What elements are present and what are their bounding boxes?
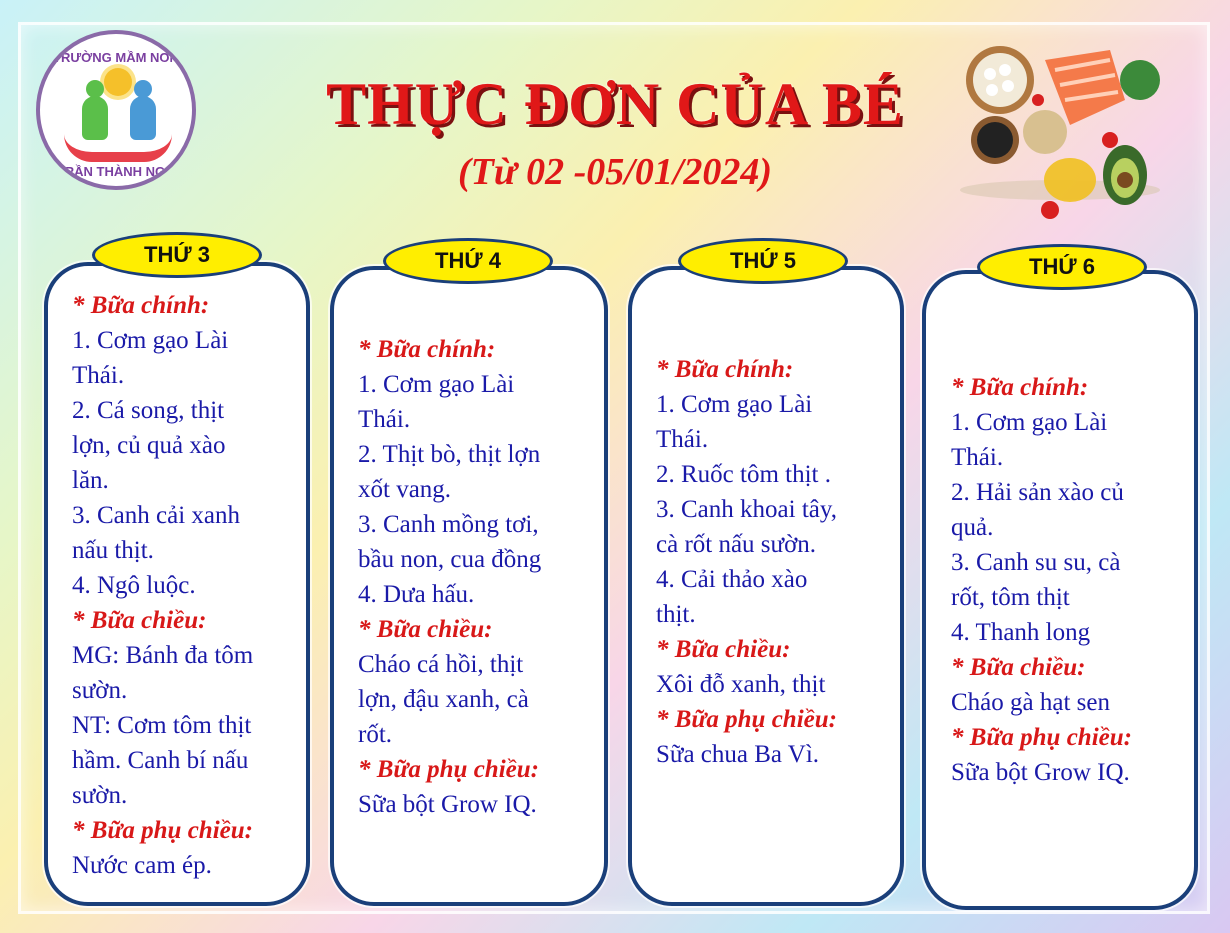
- menu-line: MG: Bánh đa tôm: [72, 642, 254, 669]
- menu-line: 4. Dưa hấu.: [358, 581, 475, 608]
- date-range: (Từ 02 -05/01/2024): [457, 151, 773, 193]
- school-logo: [36, 30, 196, 190]
- meal-heading: * Bữa chính:: [72, 292, 210, 319]
- menu-line: 1. Cơm gạo Lài: [358, 371, 515, 398]
- food-illustration: [950, 40, 1170, 220]
- meal-heading: * Bữa chính:: [951, 374, 1089, 401]
- menu-line: Cháo cá hồi, thịt: [358, 651, 524, 678]
- menu-line: 3. Canh cải xanh: [72, 502, 241, 529]
- day-label-tuesday: THỨ 3: [92, 232, 262, 278]
- menu-line: quả.: [951, 514, 994, 541]
- day-label-thursday: THỨ 5: [678, 238, 848, 284]
- menu-line: Sữa bột Grow IQ.: [951, 759, 1130, 786]
- menu-line: 3. Canh mồng tơi,: [358, 511, 539, 538]
- menu-line: 1. Cơm gạo Lài: [72, 327, 229, 354]
- menu-line: Sữa chua Ba Vì.: [656, 741, 820, 768]
- menu-line: xốt vang.: [358, 476, 452, 503]
- menu-line: Sữa bột Grow IQ.: [358, 791, 537, 818]
- menu-content-thursday: [656, 352, 896, 772]
- menu-line: cà rốt nấu sườn.: [656, 531, 817, 558]
- menu-line: Thái.: [358, 406, 411, 433]
- meal-heading: * Bữa chính:: [358, 336, 496, 363]
- meal-heading: * Bữa phụ chiều:: [72, 817, 253, 844]
- menu-content-tuesday: [72, 288, 302, 883]
- menu-line: lăn.: [72, 467, 109, 494]
- menu-line: 1. Cơm gạo Lài: [951, 409, 1108, 436]
- menu-line: thịt.: [656, 601, 696, 628]
- menu-line: 4. Cải thảo xào: [656, 566, 808, 593]
- menu-line: Nước cam ép.: [72, 852, 212, 879]
- menu-line: Xôi đỗ xanh, thịt: [656, 671, 826, 698]
- menu-line: rốt.: [358, 721, 393, 748]
- menu-line: 3. Canh khoai tây,: [656, 496, 837, 523]
- menu-line: sườn.: [72, 782, 128, 809]
- meal-heading: * Bữa chiều:: [951, 654, 1086, 681]
- meal-heading: * Bữa phụ chiều:: [358, 756, 539, 783]
- page-title: THỰC ĐƠN CỦA BÉ: [326, 71, 904, 137]
- sun-icon: [104, 68, 132, 96]
- menu-line: Thái.: [656, 426, 709, 453]
- meal-heading: * Bữa chính:: [656, 356, 794, 383]
- menu-line: nấu thịt.: [72, 537, 154, 564]
- menu-line: 2. Thịt bò, thịt lợn: [358, 441, 541, 468]
- menu-line: 2. Hải sản xào củ: [951, 479, 1124, 506]
- menu-line: 1. Cơm gạo Lài: [656, 391, 813, 418]
- menu-line: rốt, tôm thịt: [951, 584, 1070, 611]
- meal-heading: * Bữa phụ chiều:: [656, 706, 837, 733]
- menu-line: Thái.: [72, 362, 125, 389]
- meal-heading: * Bữa chiều:: [72, 607, 207, 634]
- menu-content-wednesday: [358, 332, 603, 822]
- menu-line: lợn, củ quả xào: [72, 432, 226, 459]
- hands-icon: [64, 134, 172, 162]
- menu-line: bầu non, cua đồng: [358, 546, 542, 573]
- menu-line: Cháo gà hạt sen: [951, 689, 1110, 716]
- menu-line: NT: Cơm tôm thịt: [72, 712, 252, 739]
- day-label-wednesday: THỨ 4: [383, 238, 553, 284]
- menu-line: sườn.: [72, 677, 128, 704]
- meal-heading: * Bữa chiều:: [358, 616, 493, 643]
- menu-line: Thái.: [951, 444, 1004, 471]
- menu-line: 2. Ruốc tôm thịt .: [656, 461, 831, 488]
- menu-line: hầm. Canh bí nấu: [72, 747, 249, 774]
- logo-top-text: TRƯỜNG MẦM NON: [53, 50, 179, 65]
- menu-line: lợn, đậu xanh, cà: [358, 686, 529, 713]
- meal-heading: * Bữa chiều:: [656, 636, 791, 663]
- meal-heading: * Bữa phụ chiều:: [951, 724, 1132, 751]
- logo-bottom-text: TRẦN THÀNH NGỌ: [56, 164, 176, 179]
- menu-line: 4. Ngô luộc.: [72, 572, 196, 599]
- menu-line: 4. Thanh long: [951, 619, 1091, 646]
- menu-line: 3. Canh su su, cà: [951, 549, 1121, 576]
- menu-line: 2. Cá song, thịt: [72, 397, 225, 424]
- menu-content-friday: [951, 370, 1191, 790]
- day-label-friday: THỨ 6: [977, 244, 1147, 290]
